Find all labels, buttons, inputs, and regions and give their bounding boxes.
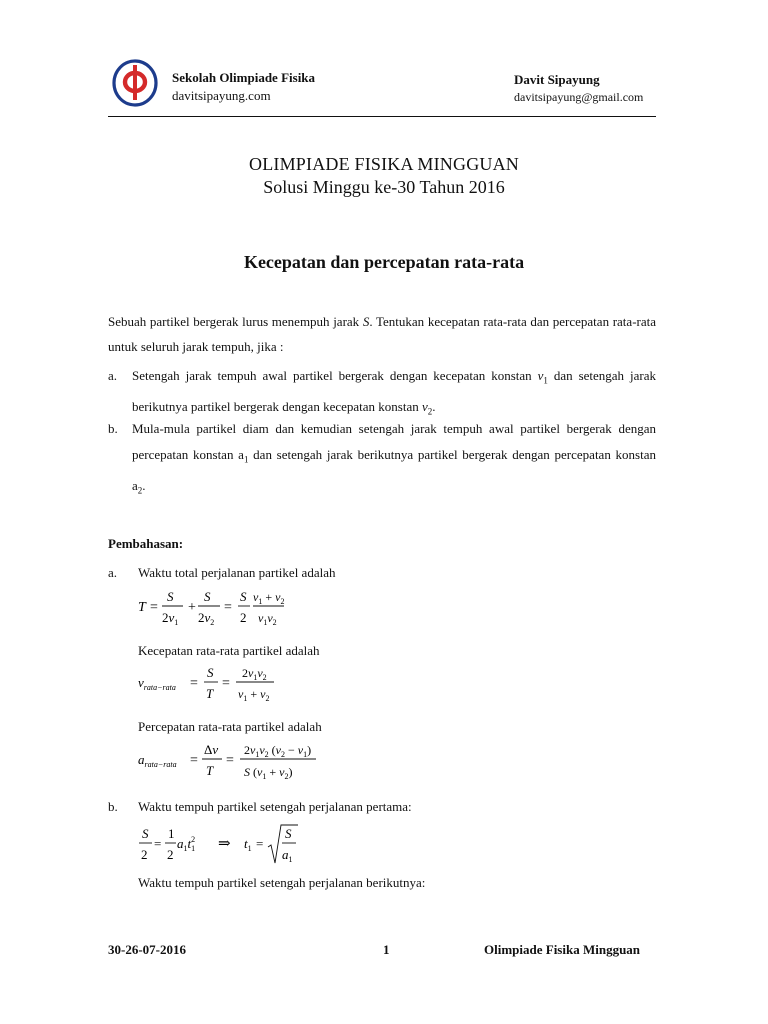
solution-a-text-3: Percepatan rata-rata partikel adalah (138, 719, 322, 734)
svg-text:Δv: Δv (204, 742, 219, 757)
svg-text:S: S (204, 589, 211, 604)
footer-code: 30-26-07-2016 (108, 942, 186, 957)
svg-text:2v1v2 (v2 − v1): $2v_1v_2$ $(v_2 - v_1)$ (244, 743, 312, 759)
svg-text:2v1v2: $2v_1v_2$ (242, 666, 267, 682)
double-arrow-right-icon: ⇒ (218, 836, 231, 852)
svg-text:=: = (154, 836, 162, 851)
svg-text:S (v1 + v2): S $(v_1 + v_2)$ (244, 765, 293, 781)
svg-text:arata−rata: $a_{rata-rata}$ (138, 752, 177, 769)
header-divider (108, 116, 656, 117)
problem-intro: Sebuah partikel bergerak lurus menempuh jarak S. Tentukan kecepatan rata-rata dan percepatan rata-rata untuk seluruh jarak tempuh, jika : (108, 314, 657, 354)
svg-text:v1 + v2: $v_1 + v_2$ (238, 687, 270, 703)
solution-a-text-1: Waktu total perjalanan partikel adalah (138, 565, 336, 580)
equation-first-half-time (136, 822, 306, 868)
school-name: Sekolah Olimpiade Fisika (172, 70, 316, 85)
solution-b-marker: b. (108, 799, 118, 814)
svg-text:S: S (240, 589, 247, 604)
svg-text:T: T (206, 763, 214, 778)
svg-text:S: S (285, 826, 292, 841)
school-website[interactable]: davitsipayung.com (172, 88, 271, 103)
footer-title: Olimpiade Fisika Mingguan (484, 942, 641, 957)
svg-text:2: 2 (167, 847, 174, 862)
svg-text:2v2: $2v_2$ (198, 610, 215, 627)
author-email[interactable]: davitsipayung@gmail.com (514, 90, 644, 104)
equation-average-velocity (136, 662, 286, 706)
svg-text:S: S (207, 665, 214, 680)
svg-text:t1: $t_1$ (244, 836, 252, 853)
problem-item-a: a. Setengah jarak tempuh awal partikel bergerak dengan kecepatan konstan $v_1$ dan setengah jarak berikutnya partikel bergerak dengan kecepatan konstan $v_2$. (108, 363, 656, 424)
topic-heading: Kecepatan dan percepatan rata-rata (243, 252, 525, 272)
item-marker: a. (108, 368, 118, 383)
document-subtitle: Solusi Minggu ke-30 Tahun 2016 (263, 177, 505, 197)
svg-text:v1v2: $v_1v_2$ (258, 611, 277, 627)
problem-item-b: b. Mula-mula partikel diam dan kemudian setengah jarak tempuh awal partikel bergerak dengan percepatan konstan $a_1$ dan setengah jarak berikutnya partikel bergerak dengan percepatan konstan $a_2$. (108, 416, 656, 503)
svg-text:+: + (188, 600, 196, 615)
solution-heading: Pembahasan: (108, 536, 184, 551)
svg-text:=: = (256, 836, 264, 851)
equation-total-time (136, 586, 296, 630)
svg-text:1: 1 (168, 826, 175, 841)
author-name: Davit Sipayung (514, 72, 600, 87)
svg-text:2: 2 (240, 610, 247, 625)
svg-text:=: = (190, 676, 198, 691)
solution-a-marker: a. (108, 565, 118, 580)
svg-text:2: 2 (141, 847, 148, 862)
svg-text:T: T (206, 686, 214, 701)
solution-a-text-2: Kecepatan rata-rata partikel adalah (138, 643, 320, 658)
svg-text:a1t12: $a_1t_12$ (177, 835, 196, 853)
svg-text:=: = (190, 753, 198, 768)
phi-logo-icon (110, 57, 160, 109)
page-number: 1 (383, 942, 390, 957)
svg-text:=: = (222, 676, 230, 691)
svg-text:=: = (226, 753, 234, 768)
svg-text:2v1: $2v_1$ (162, 610, 179, 627)
svg-text:S: S (142, 826, 149, 841)
svg-text:v1 + v2: $v_1 + v_2$ (253, 590, 285, 606)
svg-text:T: T (138, 600, 146, 615)
svg-text:a1: $a_1$ (282, 847, 293, 864)
solution-b-text-2: Waktu tempuh partikel setengah perjalanan berikutnya: (138, 875, 426, 890)
svg-text:=: = (224, 600, 232, 615)
solution-b-text-1: Waktu tempuh partikel setengah perjalanan pertama: (138, 799, 412, 814)
equation-average-acceleration (136, 738, 326, 784)
svg-text:vrata−rata: $v_{rata-rata}$ (138, 675, 176, 692)
document-title: OLIMPIADE FISIKA MINGGUAN (249, 154, 519, 174)
svg-text:=: = (150, 600, 158, 615)
svg-text:S: S (167, 589, 174, 604)
item-marker: b. (108, 421, 118, 436)
